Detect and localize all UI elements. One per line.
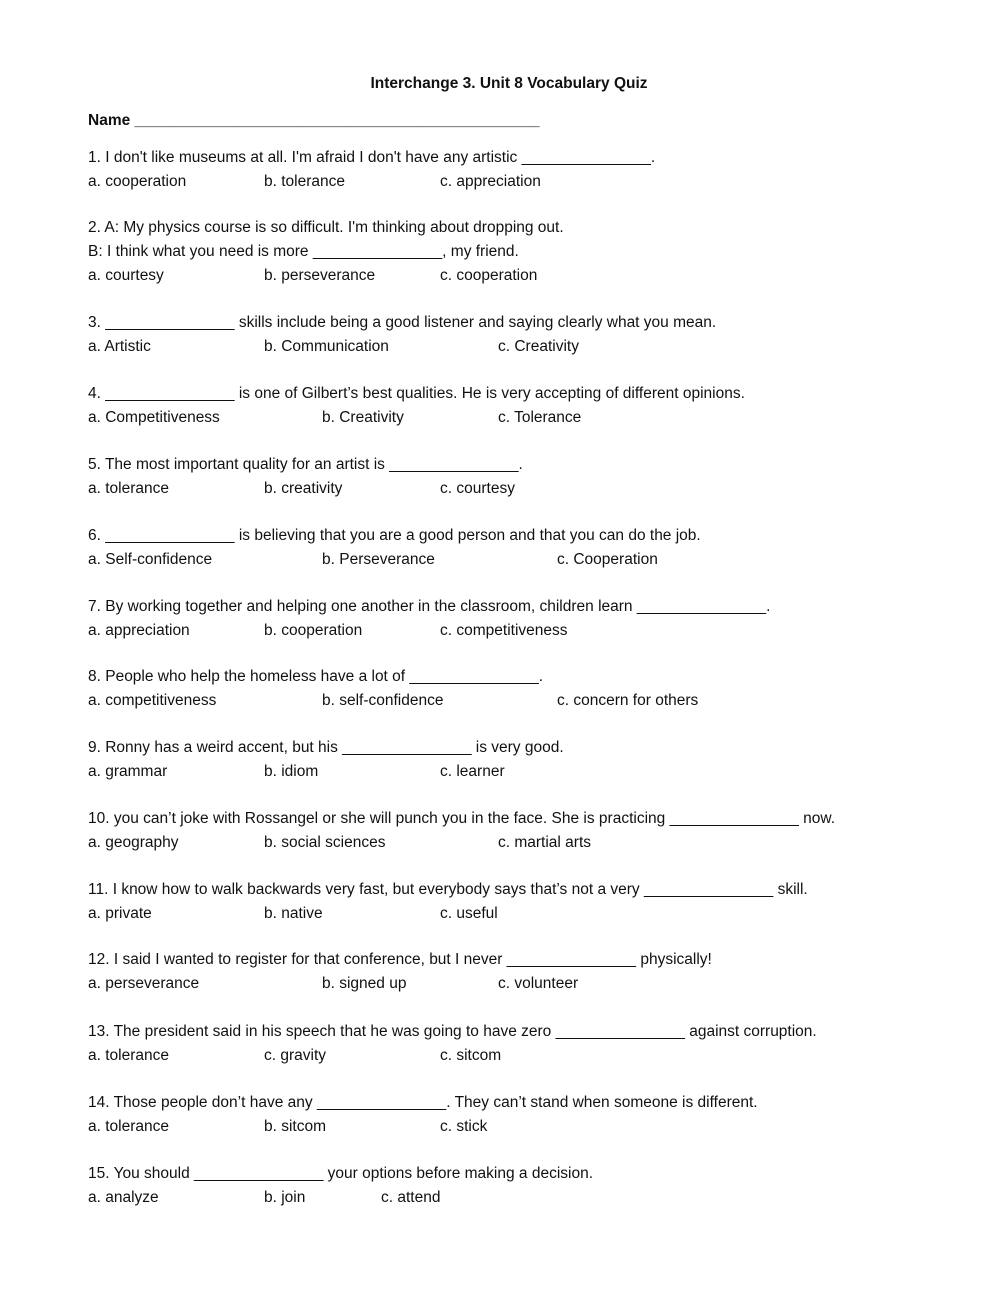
question-9-option-a: a. grammar bbox=[88, 763, 168, 780]
question-9-option-c: c. learner bbox=[440, 763, 505, 780]
question-3-option-b: b. Communication bbox=[264, 338, 389, 355]
question-5-option-a: a. tolerance bbox=[88, 480, 169, 497]
question-15-option-c: c. attend bbox=[381, 1189, 441, 1206]
question-5-text: 5. The most important quality for an artist is _______________. bbox=[88, 456, 523, 473]
question-1-text: 1. I don't like museums at all. I'm afraid I don't have any artistic _______________. bbox=[88, 149, 656, 166]
question-2-option-c: c. cooperation bbox=[440, 267, 538, 284]
question-7-option-b: b. cooperation bbox=[264, 622, 363, 639]
question-10-text: 10. you can’t joke with Rossangel or she will punch you in the face. She is practicing _______________ now. bbox=[88, 810, 836, 827]
question-3-option-a: a. Artistic bbox=[88, 338, 151, 355]
question-13-option-c: c. sitcom bbox=[440, 1047, 502, 1064]
question-12-option-b: b. signed up bbox=[322, 975, 407, 992]
question-14-option-c: c. stick bbox=[440, 1118, 488, 1135]
question-6-option-a: a. Self-confidence bbox=[88, 551, 213, 568]
question-1-option-a: a. cooperation bbox=[88, 173, 187, 190]
question-14-text: 14. Those people don’t have any _______________. They can’t stand when someone is different. bbox=[88, 1094, 758, 1111]
question-11-option-c: c. useful bbox=[440, 905, 498, 922]
question-10-option-b: b. social sciences bbox=[264, 834, 386, 851]
question-8-option-b: b. self-confidence bbox=[322, 692, 444, 709]
question-12-option-a: a. perseverance bbox=[88, 975, 200, 992]
question-13-option-a: a. tolerance bbox=[88, 1047, 169, 1064]
question-7-text: 7. By working together and helping one another in the classroom, children learn _______________. bbox=[88, 598, 771, 615]
question-12-text: 12. I said I wanted to register for that conference, but I never _______________ physically! bbox=[88, 951, 712, 968]
question-13-text: 13. The president said in his speech that he was going to have zero _______________ against corruption. bbox=[88, 1023, 817, 1040]
question-8-option-c: c. concern for others bbox=[557, 692, 699, 709]
question-3-text: 3. _______________ skills include being a good listener and saying clearly what you mean. bbox=[88, 314, 717, 331]
question-5-option-b: b. creativity bbox=[264, 480, 343, 497]
question-4-option-b: b. Creativity bbox=[322, 409, 404, 426]
question-15-option-b: b. join bbox=[264, 1189, 306, 1206]
question-2-text: 2. A: My physics course is so difficult. I'm thinking about dropping out. bbox=[88, 219, 564, 236]
question-13-option-b: c. gravity bbox=[264, 1047, 327, 1064]
question-10-option-a: a. geography bbox=[88, 834, 179, 851]
question-9-option-b: b. idiom bbox=[264, 763, 319, 780]
question-14-option-a: a. tolerance bbox=[88, 1118, 169, 1135]
page-title: Interchange 3. Unit 8 Vocabulary Quiz bbox=[370, 75, 648, 92]
question-5-option-c: c. courtesy bbox=[440, 480, 515, 497]
question-15-text: 15. You should _______________ your options before making a decision. bbox=[88, 1165, 594, 1182]
question-6-option-c: c. Cooperation bbox=[557, 551, 658, 568]
question-10-option-c: c. martial arts bbox=[498, 834, 592, 851]
question-4-option-c: c. Tolerance bbox=[498, 409, 582, 426]
question-11-option-a: a. private bbox=[88, 905, 152, 922]
question-15-option-a: a. analyze bbox=[88, 1189, 159, 1206]
question-8-option-a: a. competitiveness bbox=[88, 692, 217, 709]
question-2-text-line-2: B: I think what you need is more _______________, my friend. bbox=[88, 243, 519, 260]
question-1-option-c: c. appreciation bbox=[440, 173, 541, 190]
name-field-line: Name _______________________________________________ bbox=[88, 112, 540, 129]
question-2-option-a: a. courtesy bbox=[88, 267, 164, 284]
question-14-option-b: b. sitcom bbox=[264, 1118, 327, 1135]
question-6-option-b: b. Perseverance bbox=[322, 551, 435, 568]
question-12-option-c: c. volunteer bbox=[498, 975, 579, 992]
question-7-option-a: a. appreciation bbox=[88, 622, 190, 639]
question-11-option-b: b. native bbox=[264, 905, 323, 922]
question-11-text: 11. I know how to walk backwards very fast, but everybody says that’s not a very _______________ skill. bbox=[88, 881, 808, 898]
question-1-option-b: b. tolerance bbox=[264, 173, 345, 190]
question-2-option-b: b. perseverance bbox=[264, 267, 376, 284]
question-3-option-c: c. Creativity bbox=[498, 338, 579, 355]
question-7-option-c: c. competitiveness bbox=[440, 622, 568, 639]
question-4-text: 4. _______________ is one of Gilbert’s best qualities. He is very accepting of different opinions. bbox=[88, 385, 745, 402]
question-6-text: 6. _______________ is believing that you are a good person and that you can do the job. bbox=[88, 527, 701, 544]
question-9-text: 9. Ronny has a weird accent, but his _______________ is very good. bbox=[88, 739, 564, 756]
question-4-option-a: a. Competitiveness bbox=[88, 409, 220, 426]
question-8-text: 8. People who help the homeless have a lot of _______________. bbox=[88, 668, 544, 685]
